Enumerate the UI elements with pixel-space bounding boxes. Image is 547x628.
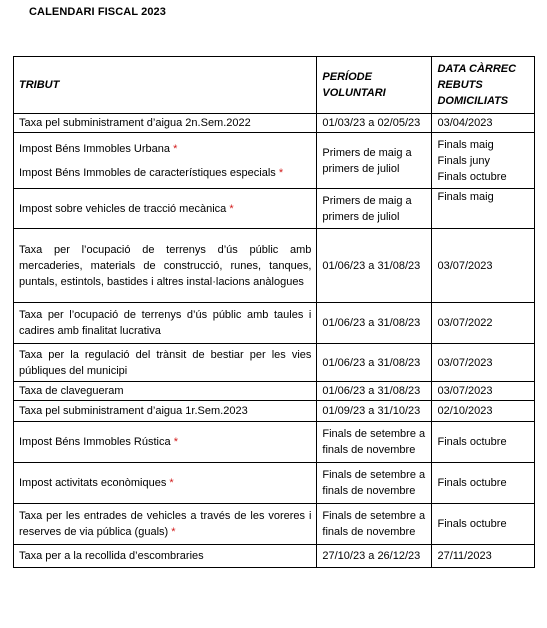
data-carrec-cell: [432, 229, 535, 303]
periode-cell: Finals de setembre a finals de novembre: [317, 504, 432, 545]
tribut-label: Taxa per l’ocupació de terrenys d’ús públic amb taules i cadires amb finalitat lucrativa: [19, 309, 312, 337]
table-row: [14, 422, 535, 463]
table-row: [14, 189, 535, 229]
data-carrec-cell: [432, 422, 535, 463]
tribut-cell: [14, 401, 317, 422]
tribut-cell: [14, 463, 317, 504]
tribut-label: Impost Béns Immobles Rústica: [19, 436, 171, 448]
tribut-cell: [14, 133, 317, 189]
required-asterisk: *: [169, 477, 174, 489]
data-carrec-value: 03/07/2022: [437, 317, 493, 329]
table-row: [14, 401, 535, 422]
data-carrec-value: Finals octubre: [437, 436, 507, 448]
periode-cell: 01/09/23 a 31/10/23: [317, 401, 432, 422]
data-carrec-value: 03/07/2023: [437, 356, 493, 369]
data-carrec-value: Finals juny: [437, 154, 491, 167]
required-asterisk: *: [229, 202, 234, 215]
periode-cell: Primers de maig a primers de juliol: [317, 189, 432, 229]
required-asterisk: *: [278, 166, 284, 179]
periode-cell: 27/10/23 a 26/12/23: [317, 545, 432, 568]
tribut-label: Taxa pel subministrament d’aigua 2n.Sem.2022: [19, 117, 251, 129]
tribut-cell: [14, 545, 317, 568]
page-title: CALENDARI FISCAL 2023: [29, 6, 166, 18]
data-carrec-cell: [432, 504, 535, 545]
table-row: [14, 545, 535, 568]
data-carrec-value: 03/07/2023: [437, 385, 493, 397]
periode-cell: 01/06/23 a 31/08/23: [317, 382, 432, 401]
header-tribut: TRIBUT: [14, 57, 317, 114]
periode-cell: 01/06/23 a 31/08/23: [317, 344, 432, 382]
data-carrec-cell: [432, 344, 535, 382]
tribut-cell: [14, 303, 317, 344]
data-carrec-value: 27/11/2023: [437, 550, 492, 562]
required-asterisk: *: [173, 436, 178, 448]
required-asterisk: *: [173, 142, 178, 155]
periode-cell: 01/03/23 a 02/05/23: [317, 114, 432, 133]
table-row: [14, 382, 535, 401]
periode-cell: 01/06/23 a 31/08/23: [317, 229, 432, 303]
table-row: [14, 344, 535, 382]
data-carrec-cell: [432, 382, 535, 401]
data-carrec-cell: [432, 114, 535, 133]
table-row: [14, 463, 535, 504]
data-carrec-cell: [432, 189, 535, 229]
periode-cell: Finals de setembre a finals de novembre: [317, 463, 432, 504]
tribut-label: Taxa de clavegueram: [19, 385, 124, 397]
data-carrec-value: Finals octubre: [437, 518, 507, 530]
required-asterisk: *: [171, 526, 176, 538]
header-data-carrec: DATA CÀRREC REBUTS DOMICILIATS: [432, 57, 535, 114]
tribut-cell: [14, 344, 317, 382]
header-periode: PERÍODE VOLUNTARI: [317, 57, 432, 114]
tribut-label: Taxa per l’ocupació de terrenys d’ús públic amb mercaderies, materials de construcció, runes, tanques, puntals, estintols, bastides i altres instal·lacions anàlogues: [19, 243, 312, 288]
table-row: [14, 229, 535, 303]
table-header-row: [14, 57, 535, 114]
tribut-label: Taxa pel subministrament d’aigua 1r.Sem.2023: [19, 405, 248, 417]
data-carrec-value: Finals maig: [437, 138, 494, 151]
data-carrec-value: 03/07/2023: [437, 259, 493, 272]
data-carrec-value: 02/10/2023: [437, 405, 493, 417]
table-row: [14, 303, 535, 344]
table-row: [14, 133, 535, 189]
tribut-label: Impost sobre vehicles de tracció mecànica: [19, 202, 227, 215]
data-carrec-cell: [432, 133, 535, 189]
table-row: [14, 504, 535, 545]
tribut-cell: [14, 189, 317, 229]
tribut-cell: [14, 382, 317, 401]
tribut-label: Taxa per a la recollida d’escombraries: [19, 550, 204, 562]
tribut-label: Taxa per les entrades de vehicles a través de les voreres i reserves de via pública (guals): [19, 510, 312, 538]
tribut-label: Impost Béns Immobles Urbana: [19, 142, 171, 155]
tribut-label: Impost Béns Immobles de característiques especials: [19, 166, 276, 179]
data-carrec-cell: [432, 303, 535, 344]
data-carrec-cell: [432, 463, 535, 504]
data-carrec-cell: [432, 545, 535, 568]
fiscal-calendar-table: [13, 56, 535, 568]
table-row: [14, 114, 535, 133]
tribut-cell: [14, 422, 317, 463]
periode-cell: 01/06/23 a 31/08/23: [317, 303, 432, 344]
periode-cell: Primers de maig a primers de juliol: [317, 133, 432, 189]
data-carrec-value: Finals octubre: [437, 477, 507, 489]
tribut-cell: [14, 229, 317, 303]
data-carrec-value: Finals maig: [437, 191, 494, 203]
tribut-cell: [14, 504, 317, 545]
tribut-cell: [14, 114, 317, 133]
tribut-label: Impost activitats econòmiques: [19, 477, 167, 489]
data-carrec-cell: [432, 401, 535, 422]
data-carrec-value: Finals octubre: [437, 170, 507, 183]
data-carrec-value: 03/04/2023: [437, 117, 493, 129]
periode-cell: Finals de setembre a finals de novembre: [317, 422, 432, 463]
tribut-label: Taxa per la regulació del trànsit de bestiar per les vies públiques del municipi: [19, 348, 312, 377]
